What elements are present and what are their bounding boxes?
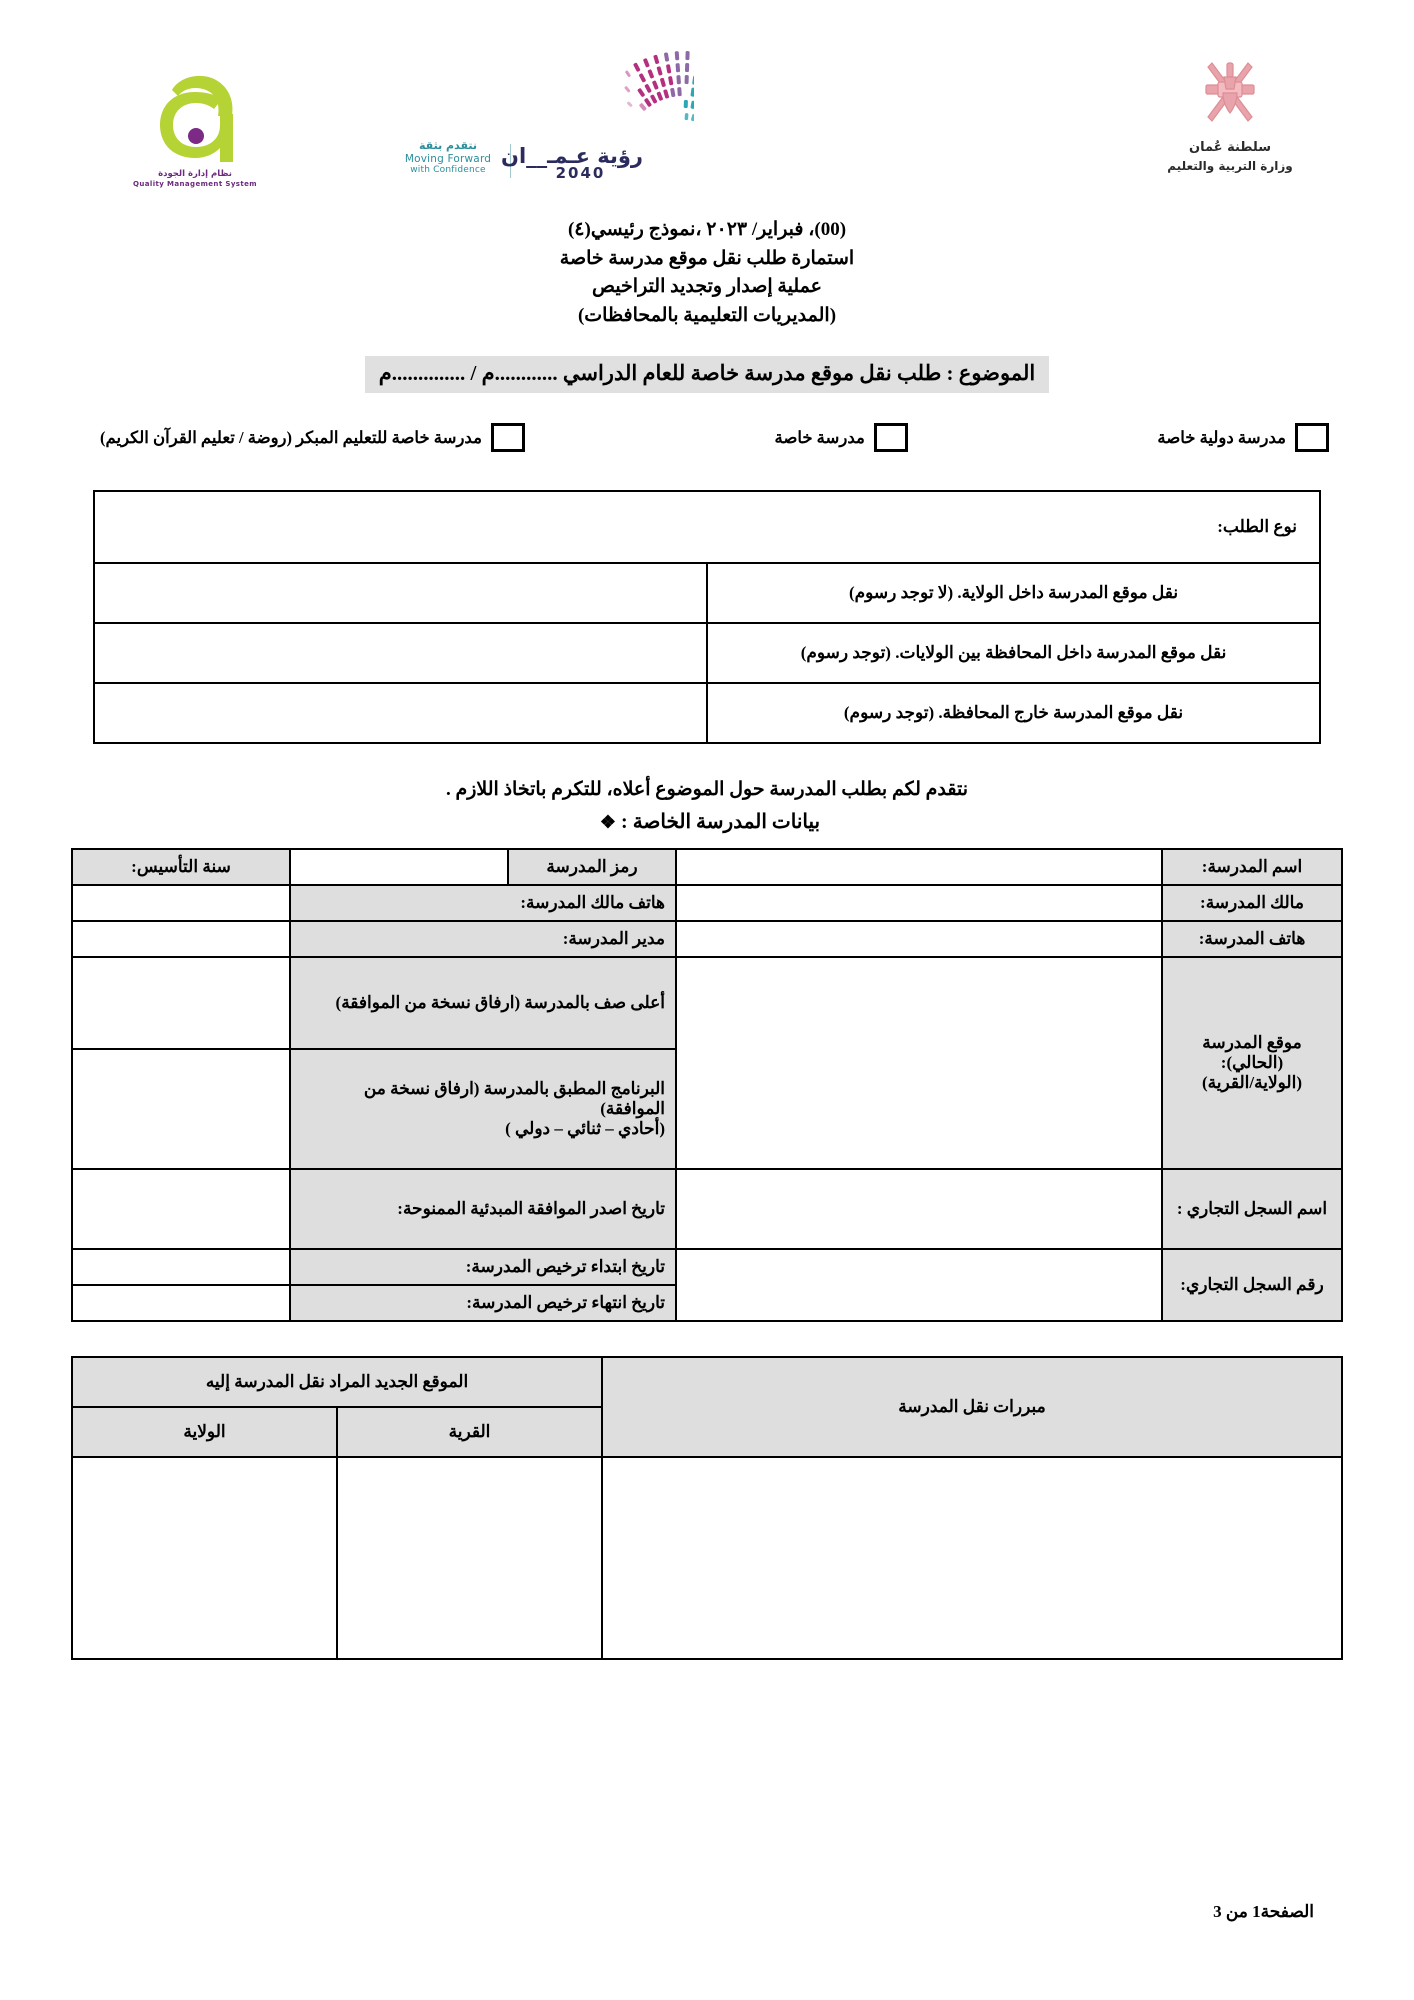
applied-program-label-line-2: (أحادي – ثنائي – دولي ) (505, 1119, 665, 1138)
vision-tagline-ar: نتقدم بثقة (419, 139, 477, 152)
qms-caption-en: Quality Management System (133, 179, 257, 188)
request-type-option-3-label: نقل موقع المدرسة خارج المحافظة. (توجد رسوم) (707, 683, 1320, 743)
school-code-label: رمز المدرسة (508, 849, 676, 885)
table-row (72, 1457, 1342, 1659)
form-code-line: (00)، فبراير/ ٢٠٢٣ ،نموذج رئيسي(٤) (567, 219, 847, 240)
request-type-option-2-label: نقل موقع المدرسة داخل المحافظة بين الولايات. (توجد رسوم) (707, 623, 1320, 683)
school-type-checkbox-row (0, 423, 1414, 452)
license-end-date-label: تاريخ انتهاء ترخيص المدرسة: (290, 1285, 676, 1321)
page-header (0, 0, 1414, 210)
new-location-wilayat-label: الولاية (72, 1407, 337, 1457)
table-row (72, 1169, 1342, 1249)
form-department: (المديريات التعليمية بالمحافظات) (577, 304, 837, 326)
diamond-bullet-icon: ❖ (599, 812, 617, 832)
ministry-line-1: سلطنة عُمان (1188, 140, 1272, 155)
current-location-label (1162, 957, 1342, 1169)
school-phone-label: هاتف المدرسة: (1162, 921, 1342, 957)
quality-management-logo (105, 62, 285, 188)
request-type-option-1-label: نقل موقع المدرسة داخل الولاية. (لا توجد رسوم) (707, 563, 1320, 623)
new-location-village-label: القرية (337, 1407, 602, 1457)
table-row (72, 885, 1342, 921)
new-location-table (71, 1356, 1343, 1660)
subject-text: الموضوع : طلب نقل موقع مدرسة خاصة للعام الدراسي ............م / ..............م (365, 356, 1049, 393)
applied-program-value[interactable] (72, 1049, 290, 1169)
school-principal-value[interactable] (72, 921, 290, 957)
checkbox-private[interactable] (874, 423, 908, 452)
school-type-option-private[interactable] (774, 423, 907, 452)
school-type-label-international: مدرسة دولية خاصة (1157, 427, 1286, 447)
owner-phone-value[interactable] (72, 885, 290, 921)
request-type-table (93, 490, 1321, 744)
table-row (94, 563, 1320, 623)
ministry-of-education-text (1130, 139, 1330, 175)
section-heading-text: بيانات المدرسة الخاصة : (621, 811, 821, 833)
table-row (72, 849, 1342, 885)
applied-program-label (290, 1049, 676, 1169)
ministry-of-education-logo (1130, 55, 1330, 175)
school-data-table (71, 848, 1343, 1322)
school-name-value[interactable] (676, 849, 1162, 885)
school-name-label: اسم المدرسة: (1162, 849, 1342, 885)
table-row (94, 623, 1320, 683)
initial-approval-date-label: تاريخ اصدر الموافقة المبدئية الممنوحة: (290, 1169, 676, 1249)
founding-year-label: سنة التأسيس: (72, 849, 290, 885)
owner-phone-label: هاتف مالك المدرسة: (290, 885, 676, 921)
ministry-line-2: وزارة التربية والتعليم (1167, 158, 1293, 173)
table-row (72, 1357, 1342, 1407)
license-end-date-value[interactable] (72, 1285, 290, 1321)
page-number: الصفحة1 من 3 (1213, 1902, 1314, 1921)
highest-grade-label: أعلى صف بالمدرسة (ارفاق نسخة من الموافقة) (290, 957, 676, 1049)
checkbox-international[interactable] (1295, 423, 1329, 452)
license-start-date-value[interactable] (72, 1249, 290, 1285)
vision-tagline-en-1: Moving Forward (404, 152, 492, 165)
commercial-register-number-value[interactable] (676, 1249, 1162, 1321)
checkbox-early-education[interactable] (491, 423, 525, 452)
request-type-option-3-checkbox[interactable] (94, 683, 707, 743)
quality-management-logo-icon (140, 62, 250, 167)
school-owner-label: مالك المدرسة: (1162, 885, 1342, 921)
transfer-reasons-value[interactable] (602, 1457, 1342, 1659)
table-row (94, 683, 1320, 743)
school-type-label-early-education: مدرسة خاصة للتعليم المبكر (روضة / تعليم القرآن الكريم) (100, 427, 482, 447)
vision-name-ar: رؤية عـمـ__ان (501, 144, 643, 168)
school-principal-label: مدير المدرسة: (290, 921, 676, 957)
transfer-reasons-header: مبررات نقل المدرسة (602, 1357, 1342, 1457)
oman-khanjar-emblem-icon (1190, 55, 1270, 135)
subject-row (207, 356, 1207, 393)
request-type-option-1-checkbox[interactable] (94, 563, 707, 623)
vision-tagline-en-2: with Confidence (410, 164, 486, 175)
vision-tagline (392, 140, 504, 175)
commercial-register-number-label: رقم السجل التجاري: (1162, 1249, 1342, 1321)
license-start-date-label: تاريخ ابتداء ترخيص المدرسة: (290, 1249, 676, 1285)
qms-caption-ar: نظام إدارة الجودة (158, 169, 232, 179)
form-process: عملية إصدار وتجديد التراخيص (592, 276, 822, 297)
school-type-option-international[interactable] (1157, 423, 1329, 452)
school-code-value[interactable] (290, 849, 508, 885)
quality-management-logo-caption (105, 169, 285, 188)
applied-program-label-line-1: البرنامج المطبق بالمدرسة (ارفاق نسخة من الموافقة) (363, 1079, 665, 1118)
vision-year: 2040 (555, 164, 606, 182)
request-type-header: نوع الطلب: (94, 491, 1320, 563)
highest-grade-value[interactable] (72, 957, 290, 1049)
school-type-label-private: مدرسة خاصة (774, 427, 865, 447)
current-location-label-line-2: (الحالي): (1220, 1053, 1284, 1072)
school-phone-value[interactable] (676, 921, 1162, 957)
commercial-register-name-value[interactable] (676, 1169, 1162, 1249)
oman-vision-2040-logo (392, 48, 702, 188)
table-row (72, 957, 1342, 1049)
section-heading (0, 809, 1414, 834)
school-owner-value[interactable] (676, 885, 1162, 921)
new-location-header: الموقع الجديد المراد نقل المدرسة إليه (72, 1357, 602, 1407)
page-footer (0, 1902, 1414, 1922)
table-row (94, 491, 1320, 563)
request-type-option-2-checkbox[interactable] (94, 623, 707, 683)
form-title: استمارة طلب نقل موقع مدرسة خاصة (559, 247, 855, 269)
current-location-label-line-1: موقع المدرسة (1202, 1033, 1302, 1052)
current-location-value[interactable] (676, 957, 1162, 1169)
school-type-option-early-education[interactable] (100, 423, 525, 452)
intro-paragraph: نتقدم لكم بطلب المدرسة حول الموضوع أعلاه، للتكرم باتخاذ اللازم . (445, 779, 968, 800)
new-location-wilayat-value[interactable] (72, 1457, 337, 1659)
current-location-label-line-3: (الولاية/القرية) (1202, 1073, 1302, 1092)
table-row (72, 1249, 1342, 1285)
vision-name (501, 144, 643, 182)
new-location-village-value[interactable] (337, 1457, 602, 1659)
document-title-block (0, 216, 1414, 330)
initial-approval-date-value[interactable] (72, 1169, 290, 1249)
commercial-register-name-label: اسم السجل التجاري : (1162, 1169, 1342, 1249)
table-row (72, 921, 1342, 957)
